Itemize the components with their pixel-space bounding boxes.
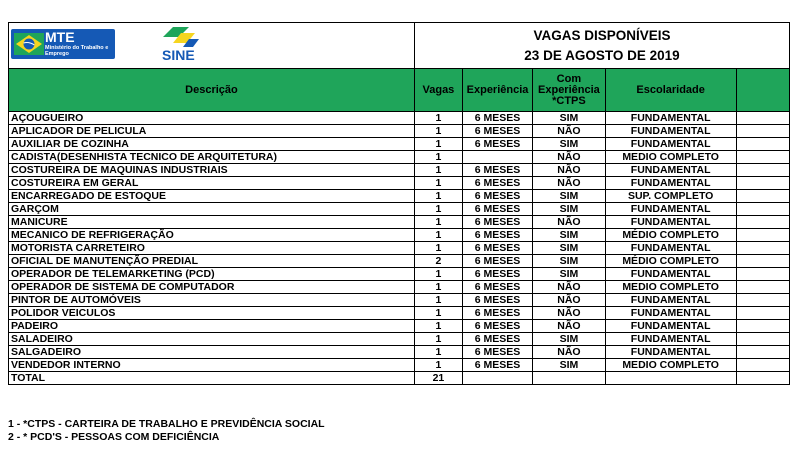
- cell-descricao: PADEIRO: [9, 320, 415, 333]
- cell-vagas: 1: [414, 307, 462, 320]
- cell-blank: [736, 268, 789, 281]
- cell-escolaridade: FUNDAMENTAL: [605, 138, 736, 151]
- table-row: [9, 151, 790, 164]
- cell-experiencia: 6 MESES: [462, 242, 532, 255]
- cell-descricao: POLIDOR VEICULOS: [9, 307, 415, 320]
- cell-descricao: GARÇOM: [9, 203, 415, 216]
- total-label: TOTAL: [9, 372, 415, 385]
- cell-blank: [736, 229, 789, 242]
- cell-descricao: OPERADOR DE SISTEMA DE COMPUTADOR: [9, 281, 415, 294]
- cell-escolaridade: MEDIO COMPLETO: [605, 151, 736, 164]
- cell-descricao: SALGADEIRO: [9, 346, 415, 359]
- cell-vagas: 1: [414, 346, 462, 359]
- table-row: [9, 112, 790, 125]
- cell-experiencia: 6 MESES: [462, 229, 532, 242]
- cell-ctps: SIM: [533, 138, 605, 151]
- cell-vagas: 1: [414, 320, 462, 333]
- cell-vagas: 1: [414, 151, 462, 164]
- cell-blank: [533, 372, 605, 385]
- cell-ctps: SIM: [533, 203, 605, 216]
- cell-blank: [736, 151, 789, 164]
- cell-vagas: 1: [414, 216, 462, 229]
- cell-blank: [736, 216, 789, 229]
- cell-experiencia: 6 MESES: [462, 268, 532, 281]
- cell-experiencia: 6 MESES: [462, 359, 532, 372]
- cell-blank: [736, 294, 789, 307]
- cell-ctps: NÃO: [533, 151, 605, 164]
- cell-escolaridade: FUNDAMENTAL: [605, 112, 736, 125]
- mte-logo-text: MTE: [45, 29, 75, 45]
- cell-descricao: ENCARREGADO DE ESTOQUE: [9, 190, 415, 203]
- col-header-escolaridade: Escolaridade: [605, 69, 736, 112]
- title-cell: [414, 23, 789, 69]
- table-row: [9, 346, 790, 359]
- cell-blank: [736, 307, 789, 320]
- cell-experiencia: 6 MESES: [462, 281, 532, 294]
- table-row: [9, 138, 790, 151]
- cell-escolaridade: FUNDAMENTAL: [605, 125, 736, 138]
- cell-experiencia: 6 MESES: [462, 333, 532, 346]
- cell-descricao: MANICURE: [9, 216, 415, 229]
- cell-vagas: 1: [414, 112, 462, 125]
- cell-blank: [736, 372, 789, 385]
- cell-vagas: 1: [414, 125, 462, 138]
- cell-ctps: NÃO: [533, 216, 605, 229]
- cell-vagas: 1: [414, 203, 462, 216]
- cell-blank: [736, 320, 789, 333]
- table-row: [9, 320, 790, 333]
- page-date: 23 DE AGOSTO DE 2019: [524, 47, 680, 63]
- cell-vagas: 1: [414, 281, 462, 294]
- cell-escolaridade: FUNDAMENTAL: [605, 203, 736, 216]
- cell-vagas: 1: [414, 164, 462, 177]
- cell-ctps: SIM: [533, 190, 605, 203]
- vacancies-table: [8, 22, 790, 385]
- cell-descricao: OPERADOR DE TELEMARKETING (PCD): [9, 268, 415, 281]
- cell-descricao: COSTUREIRA EM GERAL: [9, 177, 415, 190]
- cell-blank: [736, 177, 789, 190]
- cell-escolaridade: MÉDIO COMPLETO: [605, 255, 736, 268]
- cell-descricao: VENDEDOR INTERNO: [9, 359, 415, 372]
- table-row: [9, 125, 790, 138]
- footnote: 2 - * PCD'S - PESSOAS COM DEFICIÊNCIA: [8, 431, 220, 443]
- cell-vagas: 1: [414, 333, 462, 346]
- cell-blank: [736, 164, 789, 177]
- cell-descricao: MECANICO DE REFRIGERAÇÃO: [9, 229, 415, 242]
- cell-ctps: SIM: [533, 359, 605, 372]
- cell-vagas: 1: [414, 268, 462, 281]
- cell-ctps: NÃO: [533, 320, 605, 333]
- cell-escolaridade: FUNDAMENTAL: [605, 307, 736, 320]
- cell-escolaridade: FUNDAMENTAL: [605, 242, 736, 255]
- cell-experiencia: 6 MESES: [462, 216, 532, 229]
- table-row: [9, 177, 790, 190]
- cell-experiencia: 6 MESES: [462, 177, 532, 190]
- cell-escolaridade: FUNDAMENTAL: [605, 216, 736, 229]
- cell-ctps: NÃO: [533, 346, 605, 359]
- cell-blank: [736, 346, 789, 359]
- cell-escolaridade: MEDIO COMPLETO: [605, 359, 736, 372]
- col-header-com-experiencia: Com Experiência *CTPS: [533, 69, 605, 112]
- cell-ctps: SIM: [533, 229, 605, 242]
- cell-blank: [736, 255, 789, 268]
- table-row: [9, 242, 790, 255]
- cell-ctps: NÃO: [533, 281, 605, 294]
- footnotes: [8, 418, 768, 444]
- cell-blank: [736, 242, 789, 255]
- cell-ctps: SIM: [533, 255, 605, 268]
- table-row: [9, 216, 790, 229]
- cell-blank: [736, 359, 789, 372]
- cell-descricao: APLICADOR DE PELICULA: [9, 125, 415, 138]
- page-title: VAGAS DISPONÍVEIS: [533, 27, 671, 43]
- cell-escolaridade: FUNDAMENTAL: [605, 268, 736, 281]
- cell-experiencia: 6 MESES: [462, 164, 532, 177]
- mte-logo: [11, 29, 115, 59]
- sine-logo-text: SINE: [162, 47, 195, 63]
- cell-blank: [736, 138, 789, 151]
- cell-blank: [736, 190, 789, 203]
- cell-blank: [462, 372, 532, 385]
- cell-vagas: 2: [414, 255, 462, 268]
- cell-escolaridade: FUNDAMENTAL: [605, 346, 736, 359]
- cell-experiencia: 6 MESES: [462, 307, 532, 320]
- cell-descricao: SALADEIRO: [9, 333, 415, 346]
- total-vagas: 21: [414, 372, 462, 385]
- cell-ctps: NÃO: [533, 294, 605, 307]
- table-row: [9, 281, 790, 294]
- cell-ctps: NÃO: [533, 125, 605, 138]
- cell-experiencia: 6 MESES: [462, 190, 532, 203]
- cell-vagas: 1: [414, 190, 462, 203]
- job-vacancies-sheet: [8, 22, 790, 385]
- cell-ctps: SIM: [533, 268, 605, 281]
- cell-escolaridade: FUNDAMENTAL: [605, 320, 736, 333]
- cell-experiencia: [462, 151, 532, 164]
- cell-vagas: 1: [414, 229, 462, 242]
- cell-blank: [736, 281, 789, 294]
- cell-experiencia: 6 MESES: [462, 346, 532, 359]
- table-row: [9, 190, 790, 203]
- cell-escolaridade: FUNDAMENTAL: [605, 333, 736, 346]
- cell-ctps: SIM: [533, 112, 605, 125]
- cell-descricao: AÇOUGUEIRO: [9, 112, 415, 125]
- cell-ctps: SIM: [533, 333, 605, 346]
- cell-vagas: 1: [414, 242, 462, 255]
- cell-escolaridade: SUP. COMPLETO: [605, 190, 736, 203]
- cell-experiencia: 6 MESES: [462, 125, 532, 138]
- cell-experiencia: 6 MESES: [462, 320, 532, 333]
- cell-experiencia: 6 MESES: [462, 255, 532, 268]
- cell-escolaridade: FUNDAMENTAL: [605, 164, 736, 177]
- cell-vagas: 1: [414, 177, 462, 190]
- cell-descricao: COSTUREIRA DE MAQUINAS INDUSTRIAIS: [9, 164, 415, 177]
- mte-logo-subtitle: Ministério do Trabalho e Emprego: [45, 45, 109, 57]
- cell-blank: [736, 112, 789, 125]
- cell-vagas: 1: [414, 294, 462, 307]
- cell-ctps: NÃO: [533, 164, 605, 177]
- cell-blank: [736, 203, 789, 216]
- cell-descricao: CADISTA(DESENHISTA TECNICO DE ARQUITETURA): [9, 151, 415, 164]
- table-row: [9, 359, 790, 372]
- cell-experiencia: 6 MESES: [462, 112, 532, 125]
- table-row: [9, 268, 790, 281]
- cell-escolaridade: MÉDIO COMPLETO: [605, 229, 736, 242]
- total-row: [9, 372, 790, 385]
- table-row: [9, 333, 790, 346]
- col-header-blank: [736, 69, 789, 112]
- cell-escolaridade: FUNDAMENTAL: [605, 177, 736, 190]
- col-header-vagas: Vagas: [414, 69, 462, 112]
- cell-escolaridade: MEDIO COMPLETO: [605, 281, 736, 294]
- cell-descricao: PINTOR DE AUTOMÓVEIS: [9, 294, 415, 307]
- col-header-experiencia: Experiência: [462, 69, 532, 112]
- cell-vagas: 1: [414, 138, 462, 151]
- cell-escolaridade: FUNDAMENTAL: [605, 294, 736, 307]
- table-row: [9, 229, 790, 242]
- cell-vagas: 1: [414, 359, 462, 372]
- col-header-descricao: Descrição: [9, 69, 415, 112]
- cell-blank: [605, 372, 736, 385]
- table-row: [9, 307, 790, 320]
- cell-experiencia: 6 MESES: [462, 294, 532, 307]
- footnote: 1 - *CTPS - CARTEIRA DE TRABALHO E PREVIDÊNCIA SOCIAL: [8, 418, 325, 430]
- cell-descricao: AUXILIAR DE COZINHA: [9, 138, 415, 151]
- table-row: [9, 255, 790, 268]
- cell-ctps: SIM: [533, 242, 605, 255]
- table-row: [9, 294, 790, 307]
- brazil-flag-icon: [14, 33, 44, 55]
- column-header-row: [9, 69, 790, 112]
- cell-ctps: NÃO: [533, 307, 605, 320]
- table-row: [9, 203, 790, 216]
- cell-experiencia: 6 MESES: [462, 138, 532, 151]
- cell-descricao: OFICIAL DE MANUTENÇÃO PREDIAL: [9, 255, 415, 268]
- logos-cell: [9, 23, 415, 69]
- cell-blank: [736, 333, 789, 346]
- cell-blank: [736, 125, 789, 138]
- table-row: [9, 164, 790, 177]
- cell-descricao: MOTORISTA CARRETEIRO: [9, 242, 415, 255]
- cell-experiencia: 6 MESES: [462, 203, 532, 216]
- cell-ctps: NÃO: [533, 177, 605, 190]
